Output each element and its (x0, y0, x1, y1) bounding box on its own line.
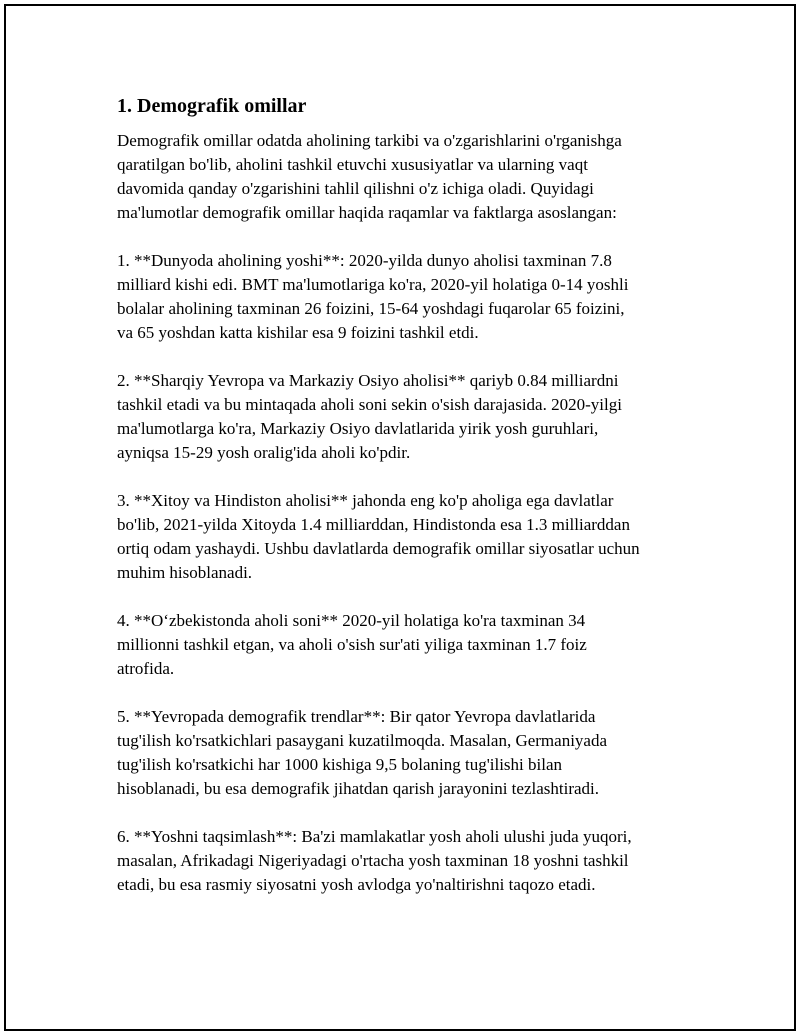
list-item-4: 4. **O‘zbekistonda aholi soni** 2020-yil holatiga ko'ra taxminan 34 millionni tashkil etgan, va aholi o'sish sur'ati yiliga taxminan 1.7 foiz atrofida. (117, 611, 587, 678)
list-item-5: 5. **Yevropada demografik trendlar**: Bir qator Yevropa davlatlarida tug'ilish ko'rsatkichlari pasaygani kuzatilmoqda. Masalan, Germaniyada tug'ilish ko'rsatkichi har 1000 kishiga 9,5 bolaning tug'ilishi bilan hisoblanadi, bu esa demografik jihatdan qarish jarayonini tezlashtiradi. (117, 707, 608, 798)
list-item-1: 1. **Dunyoda aholining yoshi**: 2020-yilda dunyo aholisi taxminan 7.8 milliard kishi edi. BMT ma'lumotlariga ko'ra, 2020-yil holatiga 0-14 yoshli bolalar aholining taxminan 26 foizini, 15-64 yoshdagi fuqarolar 65 foizini, va 65 yoshdan katta kishilar esa 9 foizini tashkil etdi. (117, 251, 629, 342)
document-body (117, 92, 702, 921)
section-heading: 1. Demografik omillar (117, 95, 307, 117)
list-item-3: 3. **Xitoy va Hindiston aholisi** jahonda eng ko'p aholiga ega davlatlar bo'lib, 2021-yilda Xitoyda 1.4 milliarddan, Hindistonda esa 1.3 milliarddan ortiq odam yashaydi. Ushbu davlatlarda demografik omillar siyosatlar uchun muhim hisoblanadi. (117, 491, 640, 582)
intro-paragraph: Demografik omillar odatda aholining tarkibi va o'zgarishlarini o'rganishga qaratilgan bo'lib, aholini tashkil etuvchi xususiyatlar va ularning vaqt davomida qanday o'zgarishini tahlil qilishni o'z ichiga oladi. Quyidagi ma'lumotlar demografik omillar haqida raqamlar va faktlarga asoslangan: (117, 131, 622, 222)
list-item-2: 2. **Sharqiy Yevropa va Markaziy Osiyo aholisi** qariyb 0.84 milliardni tashkil etadi va bu mintaqada aholi soni sekin o'sish darajasida. 2020-yilgi ma'lumotlarga ko'ra, Markaziy Osiyo davlatlarida yirik yosh guruhlari, ayniqsa 15-29 yosh oralig'ida aholi ko'pdir. (117, 371, 622, 462)
list-item-6: 6. **Yoshni taqsimlash**: Ba'zi mamlakatlar yosh aholi ulushi juda yuqori, masalan, Afrikadagi Nigeriyadagi o'rtacha yosh taxminan 18 yoshni tashkil etadi, bu esa rasmiy siyosatni yosh avlodga yo'naltirishni taqozo etadi. (117, 827, 632, 894)
